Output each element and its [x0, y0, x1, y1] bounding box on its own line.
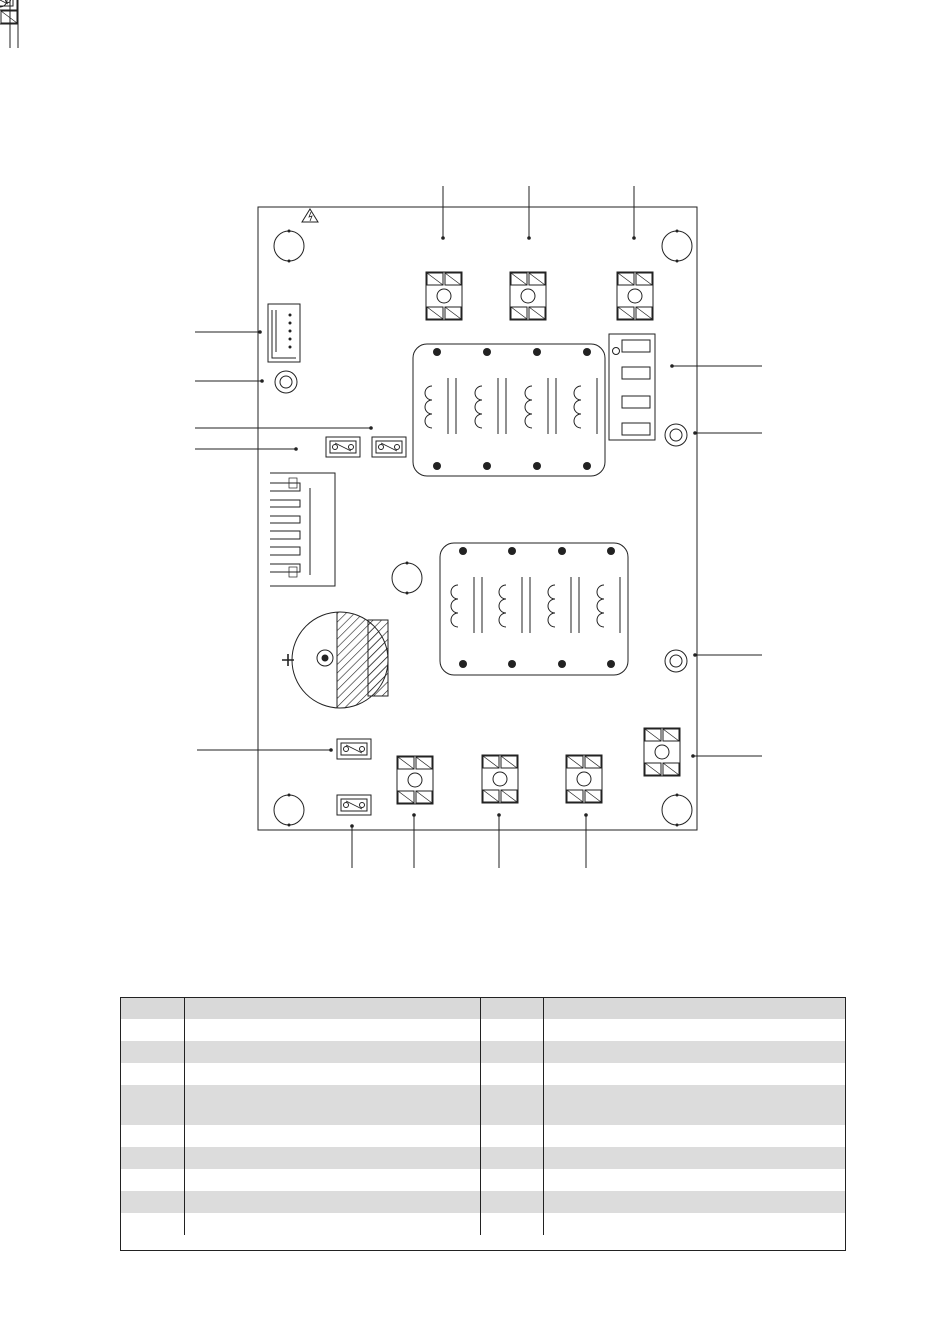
table-row: [120, 1019, 846, 1041]
table-cell: [543, 1147, 846, 1169]
table-cell: [543, 1213, 846, 1235]
table-row: [120, 1085, 846, 1125]
table-cell: [543, 1191, 846, 1213]
table-cell: [480, 1063, 543, 1085]
table-cell: [480, 1125, 543, 1147]
table-cell: [120, 1191, 184, 1213]
transformer-icon: [0, 0, 605, 476]
table-cell: [480, 1191, 543, 1213]
transformer-icon-2: [440, 543, 628, 675]
legend-table-header: [120, 997, 846, 1019]
table-cell: [120, 1213, 184, 1235]
capacitor-icon: [282, 610, 395, 710]
header-cell: [120, 997, 184, 1019]
table-cell: [120, 1085, 184, 1125]
table-cell: [184, 1147, 480, 1169]
relay-connector-right: [609, 334, 655, 440]
table-cell: [543, 1169, 846, 1191]
table-cell: [480, 1019, 543, 1041]
table-cell: [480, 1213, 543, 1235]
table-cell: [543, 1085, 846, 1125]
header-cell: [184, 997, 480, 1019]
header-cell: [543, 997, 846, 1019]
table-cell: [480, 1085, 543, 1125]
table-cell: [120, 1063, 184, 1085]
table-row: [120, 1169, 846, 1191]
table-cell: [120, 1041, 184, 1063]
table-cell: [184, 1169, 480, 1191]
table-cell: [543, 1063, 846, 1085]
table-cell: [543, 1041, 846, 1063]
legend-table: [120, 997, 846, 1235]
table-row: [120, 1213, 846, 1235]
table-cell: [480, 1147, 543, 1169]
table-cell: [120, 1019, 184, 1041]
table-row: [120, 1125, 846, 1147]
board-outline: [258, 207, 697, 830]
table-row: [120, 1147, 846, 1169]
table-cell: [184, 1191, 480, 1213]
table-cell: [480, 1041, 543, 1063]
connector-top-left: [268, 304, 300, 362]
table-cell: [120, 1169, 184, 1191]
table-cell: [480, 1169, 543, 1191]
table-row: [120, 1041, 846, 1063]
table-cell: [184, 1019, 480, 1041]
table-cell: [184, 1125, 480, 1147]
leader-lines: [195, 186, 762, 868]
table-cell: [120, 1147, 184, 1169]
table-cell: [184, 1041, 480, 1063]
table-row: [120, 1063, 846, 1085]
table-cell: [543, 1019, 846, 1041]
table-cell: [184, 1213, 480, 1235]
table-row: [120, 1191, 846, 1213]
table-cell: [120, 1125, 184, 1147]
table-cell: [184, 1063, 480, 1085]
warning-triangle-icon: [302, 209, 318, 222]
table-cell: [184, 1085, 480, 1125]
table-cell: [543, 1125, 846, 1147]
header-cell: [480, 997, 543, 1019]
left-terminal-block: [270, 473, 335, 586]
